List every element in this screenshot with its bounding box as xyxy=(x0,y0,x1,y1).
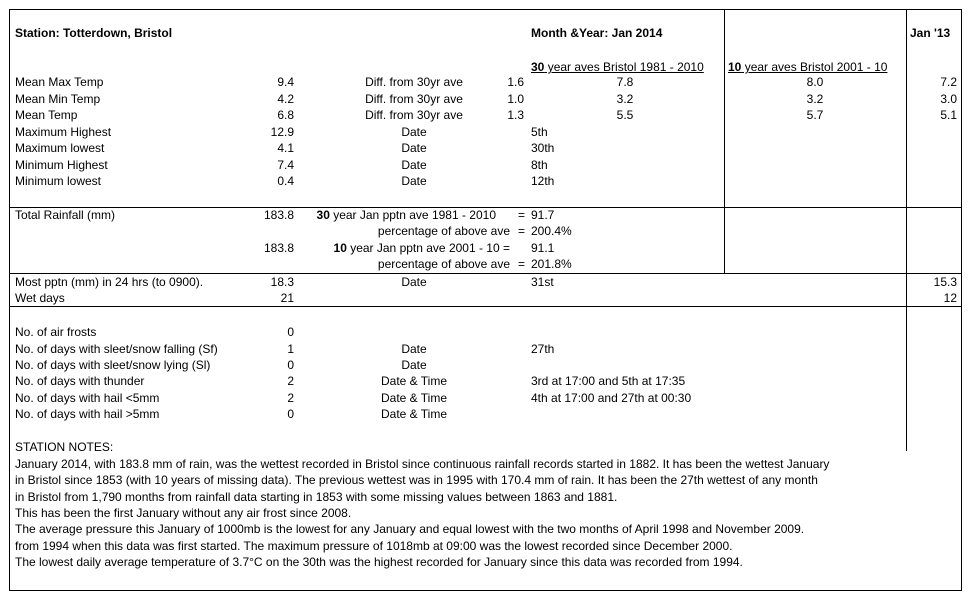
divider-after-rainfall xyxy=(9,273,962,274)
rainfall-ave10-years: 10 xyxy=(333,241,347,255)
rainfall-ave10-value: 91.1 xyxy=(531,241,555,255)
row-ave10: 8.0 xyxy=(806,75,824,89)
row-diff: 1.0 xyxy=(507,92,524,106)
row-mid-label: Date xyxy=(401,125,427,139)
row-label: Minimum Highest xyxy=(15,158,108,172)
row-value: 18.3 xyxy=(270,275,294,289)
divider-col-prev xyxy=(906,9,907,451)
row-value: 6.8 xyxy=(277,108,294,122)
row-mid-label: Date xyxy=(401,174,427,188)
divider-col-ave10 xyxy=(724,9,725,273)
notes-line: January 2014, with 183.8 mm of rain, was the wettest recorded in Bristol since continuous rainfall records started in 1882. It has been the wettest January xyxy=(15,457,830,471)
rainfall-ave10-text: year Jan pptn ave 2001 - 10 = xyxy=(346,241,510,255)
row-diff: 1.3 xyxy=(507,108,524,122)
rainfall-label: Total Rainfall (mm) xyxy=(15,208,116,222)
row-label: Mean Min Temp xyxy=(15,92,101,106)
notes-heading: STATION NOTES: xyxy=(15,440,114,454)
row-label: No. of days with hail >5mm xyxy=(15,407,160,421)
row-value: 4.1 xyxy=(277,141,294,155)
rainfall-ave10-label xyxy=(290,241,510,255)
row-label: Minimum lowest xyxy=(15,174,102,188)
divider-after-pptn xyxy=(9,306,962,307)
notes-line: The lowest daily average temperature of 3.7°C on the 30th was the highest recorded for January since this data was recorded from 1994. xyxy=(15,555,743,569)
row-mid-label: Date xyxy=(401,158,427,172)
rainfall-total-2: 183.8 xyxy=(263,241,294,255)
row-ave30: 5.5 xyxy=(616,108,634,122)
row-mid-label: Diff. from 30yr ave xyxy=(365,108,463,122)
row-prev: 12 xyxy=(943,291,957,305)
month-year-title: Month &Year: Jan 2014 xyxy=(531,26,663,40)
row-mid-label: Diff. from 30yr ave xyxy=(365,92,463,106)
row-label: No. of days with thunder xyxy=(15,374,145,388)
row-mid-label: Date xyxy=(401,358,427,372)
row-label: Maximum lowest xyxy=(15,141,105,155)
row-value: 2 xyxy=(287,391,294,405)
row-value: 21 xyxy=(280,291,294,305)
row-label: Most pptn (mm) in 24 hrs (to 0900). xyxy=(15,275,204,289)
row-ave10: 3.2 xyxy=(806,92,824,106)
row-prev: 5.1 xyxy=(940,108,957,122)
row-value: 0 xyxy=(287,358,294,372)
row-mid-label: Date xyxy=(401,141,427,155)
rainfall-pct-label-2: percentage of above ave xyxy=(377,257,510,271)
notes-line: This has been the first January without any air frost since 2008. xyxy=(15,506,352,520)
row-value: 12.9 xyxy=(270,125,294,139)
ave30-header-years: 30 xyxy=(531,60,545,74)
rainfall-total-1: 183.8 xyxy=(263,208,294,222)
rainfall-ave30-label xyxy=(290,208,496,222)
row-diff: 1.6 xyxy=(507,75,524,89)
row-ave30: 7.8 xyxy=(616,75,634,89)
ave10-header xyxy=(728,60,887,74)
rainfall-pct-label-1: percentage of above ave xyxy=(377,224,510,238)
row-ave30: 3.2 xyxy=(616,92,634,106)
notes-line: from 1994 when this data was first started. The maximum pressure of 1018mb at 09:00 was the lowest recorded since December 2000. xyxy=(15,539,733,553)
ave30-header-text: year aves Bristol 1981 - 2010 xyxy=(544,60,704,74)
row-mid-label: Date xyxy=(401,342,427,356)
rainfall-ave30-years: 30 xyxy=(316,208,330,222)
row-prev: 15.3 xyxy=(933,275,957,289)
row-value: 0.4 xyxy=(277,174,294,188)
row-label: Maximum Highest xyxy=(15,125,112,139)
row-prev: 7.2 xyxy=(940,75,957,89)
row-date: 31st xyxy=(531,275,554,289)
rainfall-pct-1: 200.4% xyxy=(531,224,572,238)
row-prev: 3.0 xyxy=(940,92,957,106)
notes-line: in Bristol from 1,790 months from rainfall data starting in 1853 with some missing values between 1863 and 1881. xyxy=(15,490,618,504)
rainfall-pct-2: 201.8% xyxy=(531,257,572,271)
row-value: 9.4 xyxy=(277,75,294,89)
row-date: 12th xyxy=(531,174,555,188)
row-value: 4.2 xyxy=(277,92,294,106)
notes-line: The average pressure this January of 1000mb is the lowest for any January and equal lowest with the two months of April 1998 and November 2009. xyxy=(15,522,805,536)
row-mid-label: Diff. from 30yr ave xyxy=(365,75,463,89)
rainfall-ave30-text: year Jan pptn ave 1981 - 2010 xyxy=(329,208,496,222)
row-value: 7.4 xyxy=(277,158,294,172)
row-mid-label: Date & Time xyxy=(380,391,448,405)
rainfall-eq-3: = xyxy=(518,257,526,271)
prev-year-title: Jan '13 xyxy=(910,26,951,40)
row-label: No. of air frosts xyxy=(15,325,97,339)
ave10-header-text: year aves Bristol 2001 - 10 xyxy=(741,60,888,74)
row-value: 1 xyxy=(287,342,294,356)
row-date: 3rd at 17:00 and 5th at 17:35 xyxy=(531,374,686,388)
row-label: No. of days with sleet/snow falling (Sf) xyxy=(15,342,218,356)
row-value: 0 xyxy=(287,407,294,421)
border-bottom xyxy=(9,590,962,591)
row-label: No. of days with hail <5mm xyxy=(15,391,160,405)
row-date: 4th at 17:00 and 27th at 00:30 xyxy=(531,391,692,405)
row-value: 0 xyxy=(287,325,294,339)
border-top xyxy=(9,9,962,10)
rainfall-eq-1: = xyxy=(518,208,526,222)
row-mid-label: Date & Time xyxy=(380,374,448,388)
row-mid-label: Date & Time xyxy=(380,407,448,421)
row-label: No. of days with sleet/snow lying (Sl) xyxy=(15,358,211,372)
row-label: Mean Max Temp xyxy=(15,75,104,89)
row-date: 30th xyxy=(531,141,555,155)
row-mid-label: Date xyxy=(401,275,427,289)
rainfall-eq-2: = xyxy=(518,224,526,238)
row-date: 27th xyxy=(531,342,555,356)
row-ave10: 5.7 xyxy=(806,108,824,122)
row-label: Mean Temp xyxy=(15,108,78,122)
row-value: 2 xyxy=(287,374,294,388)
notes-line: in Bristol since 1853 (with 10 years of missing data). The previous wettest was in 1995 with 170.4 mm of rain. It has been the 27th wettest of any month xyxy=(15,473,818,487)
border-right xyxy=(961,9,962,591)
ave30-header xyxy=(531,60,704,74)
row-date: 5th xyxy=(531,125,548,139)
border-left xyxy=(9,9,10,591)
row-date: 8th xyxy=(531,158,548,172)
station-title: Station: Totterdown, Bristol xyxy=(15,26,173,40)
ave10-header-years: 10 xyxy=(728,60,742,74)
rainfall-ave30-value: 91.7 xyxy=(531,208,555,222)
row-label: Wet days xyxy=(15,291,65,305)
